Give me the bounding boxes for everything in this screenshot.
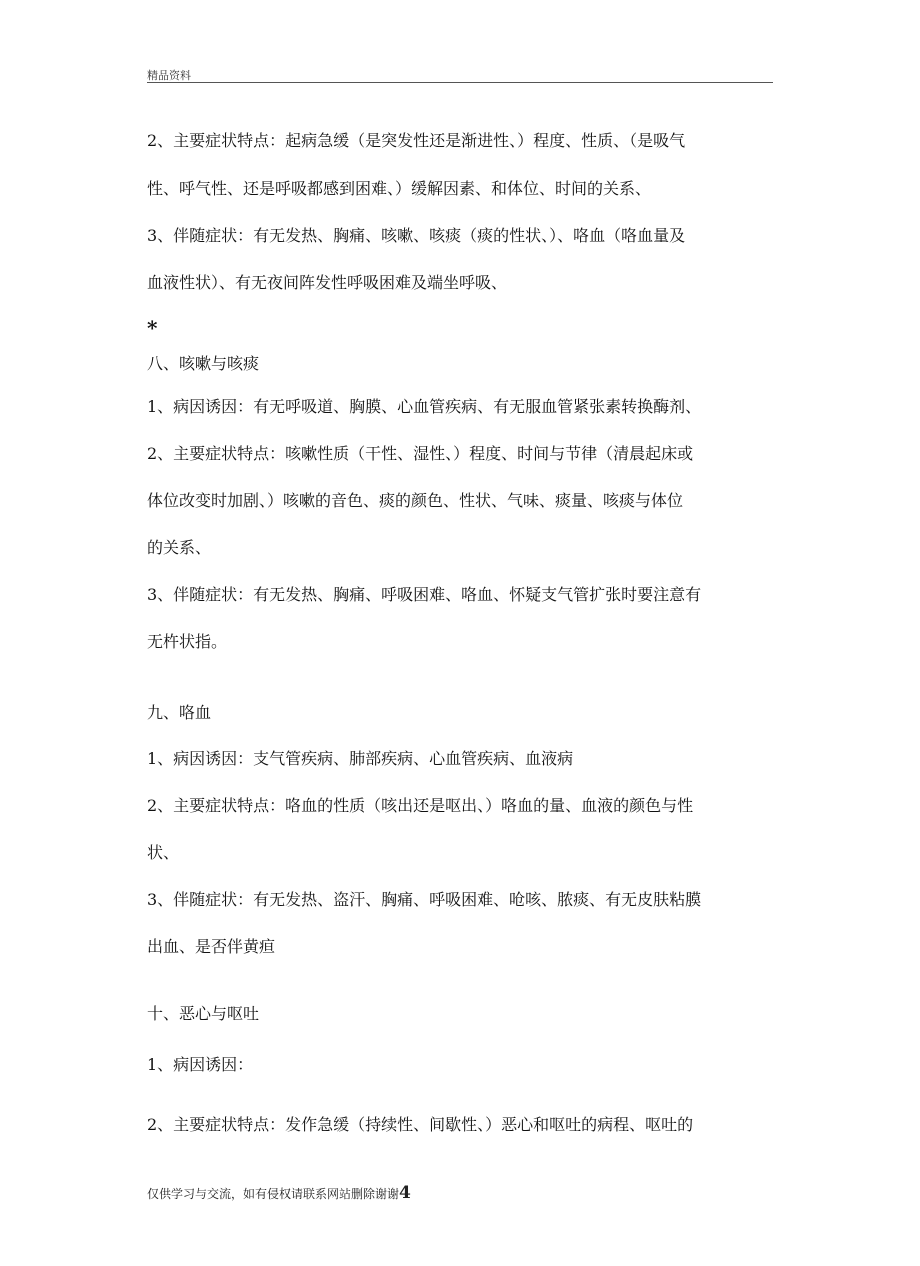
body-line: 性、呼气性、还是呼吸都感到困难、）缓解因素、和体位、时间的关系、	[147, 179, 652, 198]
body-line: 3、伴随症状：有无发热、胸痛、呼吸困难、咯血、怀疑支气管扩张时要注意有	[147, 585, 702, 604]
page-header	[147, 62, 773, 83]
body-line: 2、主要症状特点：咯血的性质（咳出还是呕出、）咯血的量、血液的颜色与性	[147, 796, 694, 815]
body-line: 1、病因诱因：	[147, 1055, 254, 1074]
body-line: 2、主要症状特点：发作急缓（持续性、间歇性、）恶心和呕吐的病程、呕吐的	[147, 1115, 694, 1134]
body-line: 2、主要症状特点：起病急缓（是突发性还是渐进性、）程度、性质、（是吸气	[147, 131, 686, 150]
page-footer	[147, 1183, 411, 1203]
body-line: 1、病因诱因：有无呼吸道、胸膜、心血管疾病、有无服血管紧张素转换酶剂、	[147, 397, 702, 416]
body-line: 无杵状指。	[147, 632, 228, 651]
bullet-marker: *	[147, 316, 158, 340]
header-label: 精品资料	[147, 69, 191, 82]
page-number: 4	[399, 1183, 411, 1203]
body-line: 2、主要症状特点：咳嗽性质（干性、湿性、）程度、时间与节律（清晨起床或	[147, 444, 694, 463]
footer-text: 仅供学习与交流，如有侵权请联系网站删除谢谢	[147, 1187, 400, 1201]
section-heading: 八、咳嗽与咳痰	[147, 354, 260, 373]
section-heading: 十、恶心与呕吐	[147, 1004, 260, 1023]
body-line: 3、伴随症状：有无发热、胸痛、咳嗽、咳痰（痰的性状、）、咯血（咯血量及	[147, 226, 686, 245]
body-line: 3、伴随症状：有无发热、盗汗、胸痛、呼吸困难、呛咳、脓痰、有无皮肤粘膜	[147, 890, 702, 909]
body-line: 出血、是否伴黄疸	[147, 937, 276, 956]
body-line: 状、	[147, 843, 180, 862]
body-line: 体位改变时加剧、）咳嗽的音色、痰的颜色、性状、气味、痰量、咳痰与体位	[147, 491, 684, 510]
body-line: 1、病因诱因：支气管疾病、肺部疾病、心血管疾病、血液病	[147, 749, 574, 768]
section-heading: 九、咯血	[147, 703, 212, 722]
body-line: 的关系、	[147, 538, 212, 557]
body-line: 血液性状）、有无夜间阵发性呼吸困难及端坐呼吸、	[147, 273, 508, 292]
